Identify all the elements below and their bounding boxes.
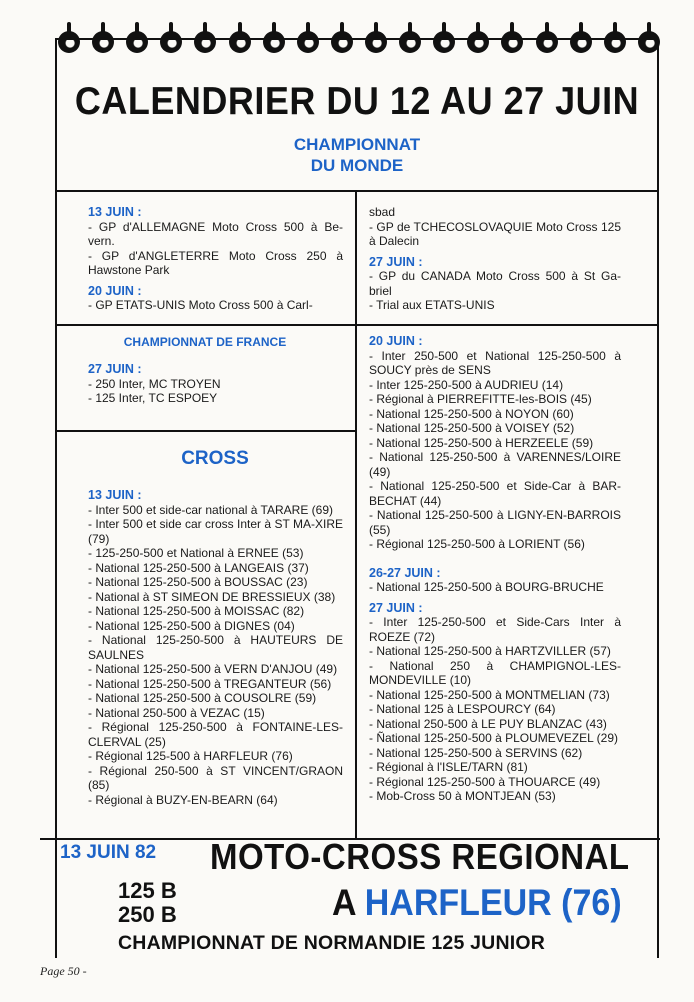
event-item: - National 125-250-500 à HARTZVILLER (57) <box>369 644 611 658</box>
event-item: - National 125-250-500 à SERVINS (62) <box>369 745 583 760</box>
event-item: - National 125-250-500 à COUSOLRE (59) <box>88 691 317 705</box>
france-heading: CHAMPIONNAT DE FRANCE <box>123 335 287 349</box>
divider <box>55 430 355 432</box>
event-item: - Régional 250-500 à ST VINCENT/GRAON (85) <box>88 763 343 792</box>
event-item: - National 125-250-500 à VERN D'ANJOU (49) <box>88 662 338 676</box>
subtitle-line: DU MONDE <box>310 156 404 175</box>
banner-date: 13 JUIN 82 <box>60 842 157 863</box>
world-championship-heading <box>55 134 659 176</box>
event-item: - National 125-250-500 à HAUTEURS DE SAULNES <box>88 633 343 662</box>
france-list <box>88 362 343 406</box>
class-label: 125 B <box>118 878 177 903</box>
banner-place: HARFLEUR (76) <box>364 882 622 924</box>
divider <box>55 324 659 326</box>
event-item: - Régional 125-250-500 à FONTAINE-LES-CLERVAL (25) <box>88 720 343 749</box>
event-item: - Régional à BUZY-EN-BEARN (64) <box>88 792 278 807</box>
page-number: Page 50 - <box>40 964 87 978</box>
banner-title: MOTO-CROSS REGIONAL <box>210 836 630 877</box>
cross-heading: CROSS <box>181 448 249 469</box>
event-item: - Inter 500 et side car cross Inter à ST MA-XIRE (79) <box>88 517 343 546</box>
event-item: - Régional 125-500 à HARFLEUR (76) <box>88 749 293 763</box>
event-item: - National 125-250-500 à MONTMELIAN (73) <box>369 687 610 702</box>
event-date: 27 JUIN : <box>369 254 423 269</box>
event-item: - National 125-250-500 à BOURG-BRUCHE <box>369 580 604 594</box>
event-item: - National 125-250-500 à LIGNY-EN-BARROIS (55) <box>369 508 621 537</box>
event-item: sbad <box>369 205 396 219</box>
cross-right-column <box>369 334 621 804</box>
event-item: - Inter 125-250-500 et Side-Cars Inter à ROEZE (72) <box>369 615 621 644</box>
event-item: - National 125-250-500 à VOISEY (52) <box>369 421 575 435</box>
event-item: - 250 Inter, MC TROYEN <box>88 376 221 391</box>
world-left-column <box>88 205 343 313</box>
event-date: 26-27 JUIN : <box>369 565 441 580</box>
event-item: - Régional 125-250-500 à LORIENT (56) <box>369 537 585 551</box>
event-item: - Régional à PIERREFITTE-les-BOIS (45) <box>369 392 592 406</box>
event-item: - GP ETATS-UNIS Moto Cross 500 à Carl- <box>88 298 313 312</box>
event-item: - National 125-250-500 à VARENNES/LOIRE (49) <box>369 450 621 479</box>
banner-championship: CHAMPIONNAT DE NORMANDIE 125 JUNIOR <box>118 932 546 954</box>
event-item: - Régional 125-250-500 à THOUARCE (49) <box>369 774 601 789</box>
event-item: - 125-250-500 et National à ERNEE (53) <box>88 546 304 560</box>
cross-left-column <box>88 488 343 807</box>
event-item: - National 125-250-500 à DIGNES (04) <box>88 618 295 633</box>
page-title: CALENDRIER DU 12 AU 27 JUIN <box>74 78 640 123</box>
event-item: - National 125-250-500 à BOUSSAC (23) <box>88 575 308 589</box>
event-item: - National 250-500 à LE PUY BLANZAC (43) <box>369 716 607 731</box>
event-item: - GP de TCHECOSLOVAQUIE Moto Cross 125 à Dalecin <box>369 219 621 248</box>
divider <box>355 190 357 840</box>
event-item: - National à ST SIMEON DE BRESSIEUX (38) <box>88 589 336 604</box>
event-date: 13 JUIN : <box>88 205 142 219</box>
event-item: - National 125-250-500 à NOYON (60) <box>369 406 574 421</box>
world-right-column <box>369 205 621 313</box>
event-item: - National 250 à CHAMPIGNOL-LES-MONDEVILLE (10) <box>369 658 621 687</box>
event-item: - National 125-250-500 et Side-Car à BAR-BECHAT (44) <box>369 479 621 508</box>
event-item: - National 125-250-500 à MOISSAC (82) <box>88 604 305 618</box>
banner-location <box>332 882 622 924</box>
event-item: - Régional à l'ISLE/TARN (81) <box>369 760 528 774</box>
event-item: - Trial aux ETATS-UNIS <box>369 298 495 312</box>
event-item: - National 125-250-500 à HERZEELE (59) <box>369 435 594 450</box>
event-date: 27 JUIN : <box>369 600 423 615</box>
event-item: - GP du CANADA Moto Cross 500 à St Ga-briel <box>369 269 621 298</box>
event-item: - Ñational 125-250-500 à PLOUMEVEZEL (29) <box>369 731 619 745</box>
event-date: 13 JUIN : <box>88 488 142 502</box>
event-item: - National 250-500 à VEZAC (15) <box>88 705 265 720</box>
event-date: 27 JUIN : <box>88 362 142 376</box>
event-item: - GP d'ALLEMAGNE Moto Cross 500 à Be-vern. <box>88 219 343 248</box>
event-date: 20 JUIN : <box>88 283 142 298</box>
event-item: - Inter 500 et side-car national à TARARE (69) <box>88 502 334 517</box>
event-item: - National 125 à LESPOURCY (64) <box>369 702 556 716</box>
event-item: - Inter 250-500 et National 125-250-500 à SOUCY près de SENS <box>369 348 621 377</box>
divider <box>55 190 659 192</box>
subtitle-line: CHAMPIONNAT <box>293 135 421 154</box>
event-item: - National 125-250-500 à LANGEAIS (37) <box>88 560 309 575</box>
banner-a-word: A <box>332 882 356 924</box>
class-label: 250 B <box>118 902 177 927</box>
event-item: - Mob-Cross 50 à MONTJEAN (53) <box>369 789 556 803</box>
event-item: - National 125-250-500 à TREGANTEUR (56) <box>88 676 332 691</box>
event-item: - 125 Inter, TC ESPOEY <box>88 391 218 405</box>
event-date: 20 JUIN : <box>369 334 423 348</box>
event-item: - Inter 125-250-500 à AUDRIEU (14) <box>369 377 564 392</box>
spacer <box>369 552 621 560</box>
event-item: - GP d'ANGLETERRE Moto Cross 250 à Hawstone Park <box>88 248 343 277</box>
